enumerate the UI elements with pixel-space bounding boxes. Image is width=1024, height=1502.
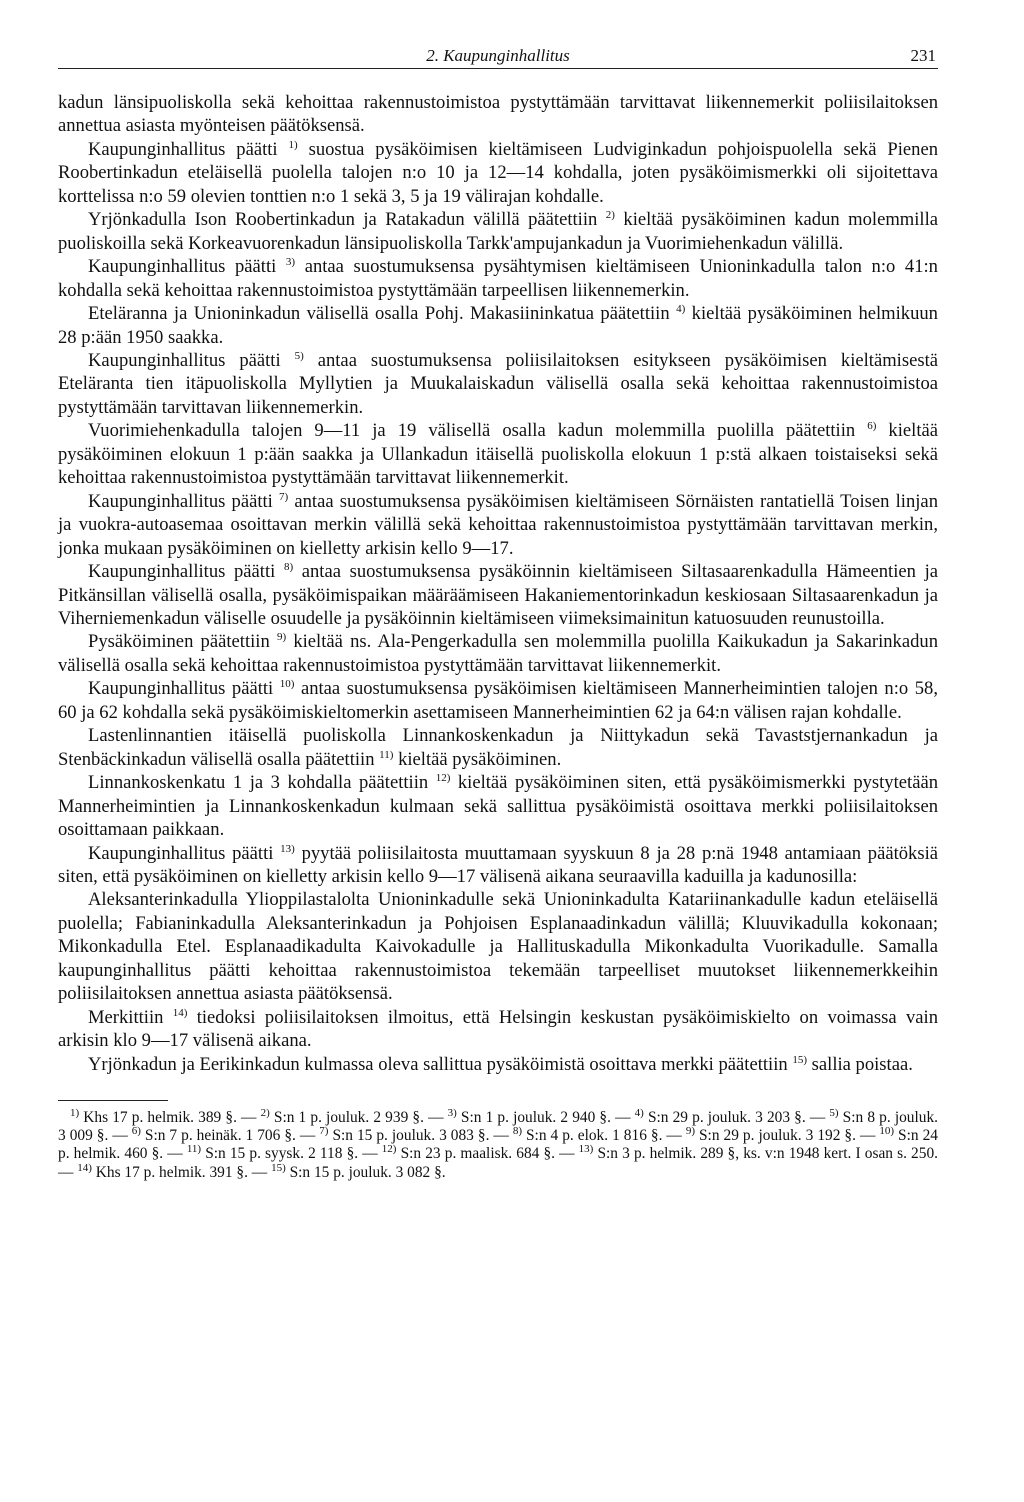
footnote-ref: 13) (280, 842, 295, 855)
text-run: kieltää pysäköiminen elokuun 1 p:ään saakka ja Ullankadun itäisellä puoliskolla elokuun 1 p:stä alkaen toistaiseksi sekä kehoittaa rakennustoimistoa pystyttämään tarvittavat liikennemerkit. (58, 420, 938, 489)
text-run: kadun länsipuoliskolla sekä kehoittaa rakennustoimistoa pystyttämään tarvittavat liikennemerkit poliisilaitoksen annettua asiasta myönteisen päätöksensä. (58, 92, 938, 137)
paragraph (58, 560, 938, 630)
text-run: Yrjönkadulla Ison Roobertinkadun ja Ratakadun välillä päätettiin (88, 209, 606, 231)
footnote-rule (58, 1100, 168, 1101)
footnote-ref: 13) (578, 1143, 594, 1156)
paragraph (58, 630, 938, 677)
text-run: S:n 29 p. jouluk. 3 203 §. — (643, 1109, 830, 1127)
footnote-ref: 12) (381, 1143, 397, 1156)
text-run: S:n 24 p. helmik. 460 §. — (58, 1127, 938, 1163)
footnote-ref: 8) (283, 560, 294, 573)
text-run: S:n 15 p. syysk. 2 118 §. — (201, 1145, 382, 1163)
text-run: Kaupunginhallitus päätti (88, 138, 289, 160)
footnote-ref: 10) (279, 678, 295, 691)
text-run: antaa suostumuksensa poliisilaitoksen esitykseen pysäköimisen kieltämisestä Eteläranta tien itäpuoliskolla Myllytien ja Muukalaiskadun välisellä osalla sekä kehoittaa rakennustoimistoa pystyttämään tarvittavan liikennemerkin. (58, 349, 938, 418)
text-run: pyytää poliisilaitosta muuttamaan syyskuun 8 ja 28 p:nä 1948 antamiaan päätöksiä siten, että pysäköiminen on kielletty arkisin kello 9—17 välisenä aikana seuraavilla kaduilla ja kadunosilla: (58, 842, 938, 887)
footnote-ref: 1) (288, 138, 298, 151)
footnote-ref: 6) (867, 420, 877, 433)
text-run: Linnankoskenkatu 1 ja 3 kohdalla päätettiin (88, 772, 436, 794)
footnote-ref: 2) (605, 209, 615, 222)
paragraph (58, 1053, 938, 1076)
text-run: kieltää pysäköiminen kadun molemmilla puoliskoilla sekä Korkeavuorenkadun länsipuoliskolla Tarkk'ampujankadun ja Vuorimiehenkadun välillä. (58, 209, 939, 254)
text-run: S:n 15 p. jouluk. 3 082 §. (285, 1163, 446, 1181)
footnote-ref: 15) (792, 1053, 808, 1066)
text-run: kieltää pysäköiminen. (393, 748, 562, 770)
footnote-ref: 5) (294, 349, 304, 362)
text-run: antaa suostumuksensa pysäköimisen kieltämiseen Mannerheimintien talojen n:o 58, 60 ja 62 kohdalla sekä pysäköimiskieltomerkin asettamiseen Mannerheimintien 62 ja 64:n välisen rajan kohdalle. (58, 678, 938, 723)
footnote-ref: 1) (70, 1106, 80, 1119)
footnote-ref: 14) (172, 1006, 188, 1019)
text-run: Eteläranna ja Unioninkadun välisellä osalla Pohj. Makasiininkatua päätettiin (88, 303, 677, 325)
footnote-ref: 9) (685, 1125, 695, 1138)
text-run: S:n 29 p. jouluk. 3 192 §. — (695, 1127, 880, 1145)
text-run: S:n 8 p. jouluk. 3 009 §. — (58, 1109, 939, 1145)
running-header (58, 44, 938, 69)
text-run: Lastenlinnantien itäisellä puoliskolla Linnankoskenkadun ja Niittykadun sekä Tavaststjernankadun ja Stenbäckinkadun välisellä osalla päätettiin (58, 725, 938, 770)
footnote-ref: 8) (512, 1125, 522, 1138)
page-number: 231 (910, 46, 936, 65)
text-run: S:n 23 p. maalisk. 684 §. — (396, 1145, 579, 1163)
document-page (58, 44, 938, 1182)
footnote-block (58, 1106, 939, 1182)
footnote-ref: 4) (676, 302, 686, 315)
text-run: Kaupunginhallitus päätti (88, 678, 280, 700)
text-run: Yrjönkadun ja Eerikinkadun kulmassa oleva sallittua pysäköimistä osoittava merkki päätettiin (88, 1053, 793, 1075)
text-run: Merkittiin (88, 1006, 173, 1028)
footnote-ref: 11) (186, 1143, 202, 1156)
footnote-ref: 4) (634, 1106, 644, 1119)
running-title: 2. Kaupunginhallitus (426, 46, 570, 65)
text-run: Kaupunginhallitus päätti (88, 490, 280, 512)
footnote-ref: 15) (271, 1161, 286, 1174)
footnote-ref: 12) (435, 771, 451, 784)
paragraph (58, 255, 938, 302)
text-run: Kaupunginhallitus päätti (88, 561, 284, 583)
text-run: Khs 17 p. helmik. 389 §. — (79, 1109, 261, 1127)
text-run: Kaupunginhallitus päätti (88, 256, 286, 278)
paragraph (58, 419, 938, 489)
text-run: kieltää pysäköiminen siten, että pysäköimismerkki pystytetään Mannerheimintien ja Linnankoskenkadun kulmaan sekä sallittua pysäköimistä osoittava merkki poliisilaitoksen osoittamaan paikkaan. (58, 772, 938, 841)
text-run: Vuorimiehenkadulla talojen 9—11 ja 19 välisellä osalla kadun molemmilla puolilla päätettiin (88, 420, 868, 442)
text-run: S:n 4 p. elok. 1 816 §. — (521, 1127, 686, 1145)
text-run: sallia poistaa. (807, 1053, 913, 1075)
paragraph (58, 91, 938, 138)
paragraph (58, 208, 938, 255)
text-run: suostua pysäköimisen kieltämiseen Ludviginkadun pohjoispuolella sekä Pienen Roobertinkadun eteläisellä puolella talojen n:o 10 ja 12—14 kohdalla, joten pysäköimismerkki oli sijoitettava korttelissa n:o 59 olevien tonttien n:o 1 sekä 3, 5 ja 19 välirajan kohdalle. (58, 138, 938, 207)
text-run: Khs 17 p. helmik. 391 §. — (91, 1163, 272, 1181)
text-run: S:n 15 p. jouluk. 3 083 §. — (328, 1127, 513, 1145)
footnote-ref: 5) (829, 1106, 839, 1119)
text-run: antaa suostumuksensa pysäköinnin kieltämiseen Siltasaarenkadulla Hämeentien ja Pitkänsillan välisellä osalla, pysäköimispaikan määräämiseen Hakaniementorinkadun keskiosaan Siltasaarenkadun ja Viherniemenkadun väliselle osuudelle ja pysäköinnin kieltämiseen viimeksimainitun katuosuuden reunustoilla. (58, 561, 938, 629)
text-run: S:n 1 p. jouluk. 2 939 §. — (269, 1109, 448, 1127)
footnotes (58, 1106, 939, 1182)
text-run: Pysäköiminen päätettiin (88, 631, 277, 653)
text-run: antaa suostumuksensa pysähtymisen kieltämiseen Unioninkadulla talon n:o 41:n kohdalla sekä kehoittaa rakennustoimistoa pystyttämään tarpeellisen liikennemerkin. (58, 256, 938, 301)
footnote-ref: 11) (379, 748, 394, 761)
text-run: Kaupunginhallitus päätti (88, 349, 295, 371)
footnote-ref: 7) (319, 1125, 329, 1138)
paragraph (58, 842, 938, 889)
paragraph (58, 490, 938, 560)
paragraph (58, 1006, 938, 1053)
paragraph (58, 724, 938, 771)
text-run: Kaupunginhallitus päätti (88, 842, 281, 864)
footnote-ref: 6) (131, 1125, 141, 1138)
text-run: S:n 7 p. heinäk. 1 706 §. — (140, 1127, 320, 1145)
footnote-ref: 10) (879, 1125, 895, 1138)
text-run: antaa suostumuksensa pysäköimisen kieltämiseen Sörnäisten rantatiellä Toisen linjan ja vuokra-autoasemaa osoittavan merkin välillä sekä kehoittaa rakennustoimistoa pystyttämään tarvittavan merkin, jonka mukaan pysäköiminen on kielletty arkisin kello 9—17. (58, 490, 938, 559)
footnote-ref: 9) (276, 631, 287, 644)
text-run: tiedoksi poliisilaitoksen ilmoitus, että Helsingin keskustan pysäköimiskielto on voimassa vain arkisin klo 9—17 välisenä aikana. (58, 1006, 938, 1052)
paragraph (58, 138, 938, 208)
paragraph (58, 677, 938, 724)
paragraph (58, 302, 938, 349)
footnote-ref: 14) (77, 1161, 92, 1174)
footnote-ref: 3) (285, 255, 296, 268)
text-run: kieltää ns. Ala-Pengerkadulla sen molemmilla puolilla Kaikukadun ja Sakarinkadun välisellä osalla sekä kehoittaa rakennustoimistoa pystyttämään tarvittavat liikennemerkit. (58, 631, 939, 676)
paragraph (58, 349, 938, 419)
footnote-ref: 2) (260, 1106, 270, 1119)
text-run: Aleksanterinkadulla Ylioppilastalolta Unioninkadulle sekä Unioninkadulta Katariinankadulle kadun eteläisellä puolella; Fabianinkadulla Aleksanterinkadun ja Pohjoisen Esplanaadinkadun välillä; Kluuvikadulla kokonaan; Mikonkadulla Etel. Esplanaadikadulta Kaivokadulle ja Hallituskadulla Mikonkadulta Vuorikadulle. Samalla kaupunginhallitus päätti kehoittaa rakennustoimistoa tekemään tarpeelliset muutokset liikennemerkkeihin poliisilaitoksen annettua asiasta päätöksensä. (58, 889, 938, 1005)
text-run: S:n 3 p. helmik. 289 §, ks. v:n 1948 kert. I osan s. 250. — (58, 1145, 938, 1181)
footnote-ref: 7) (279, 490, 289, 503)
footnote-ref: 3) (447, 1106, 457, 1119)
text-run: kieltää pysäköiminen helmikuun 28 p:ään 1950 saakka. (58, 303, 938, 348)
text-run: S:n 1 p. jouluk. 2 940 §. — (456, 1109, 635, 1127)
body-text (58, 91, 938, 1076)
paragraph (58, 771, 938, 841)
paragraph (58, 888, 938, 1005)
